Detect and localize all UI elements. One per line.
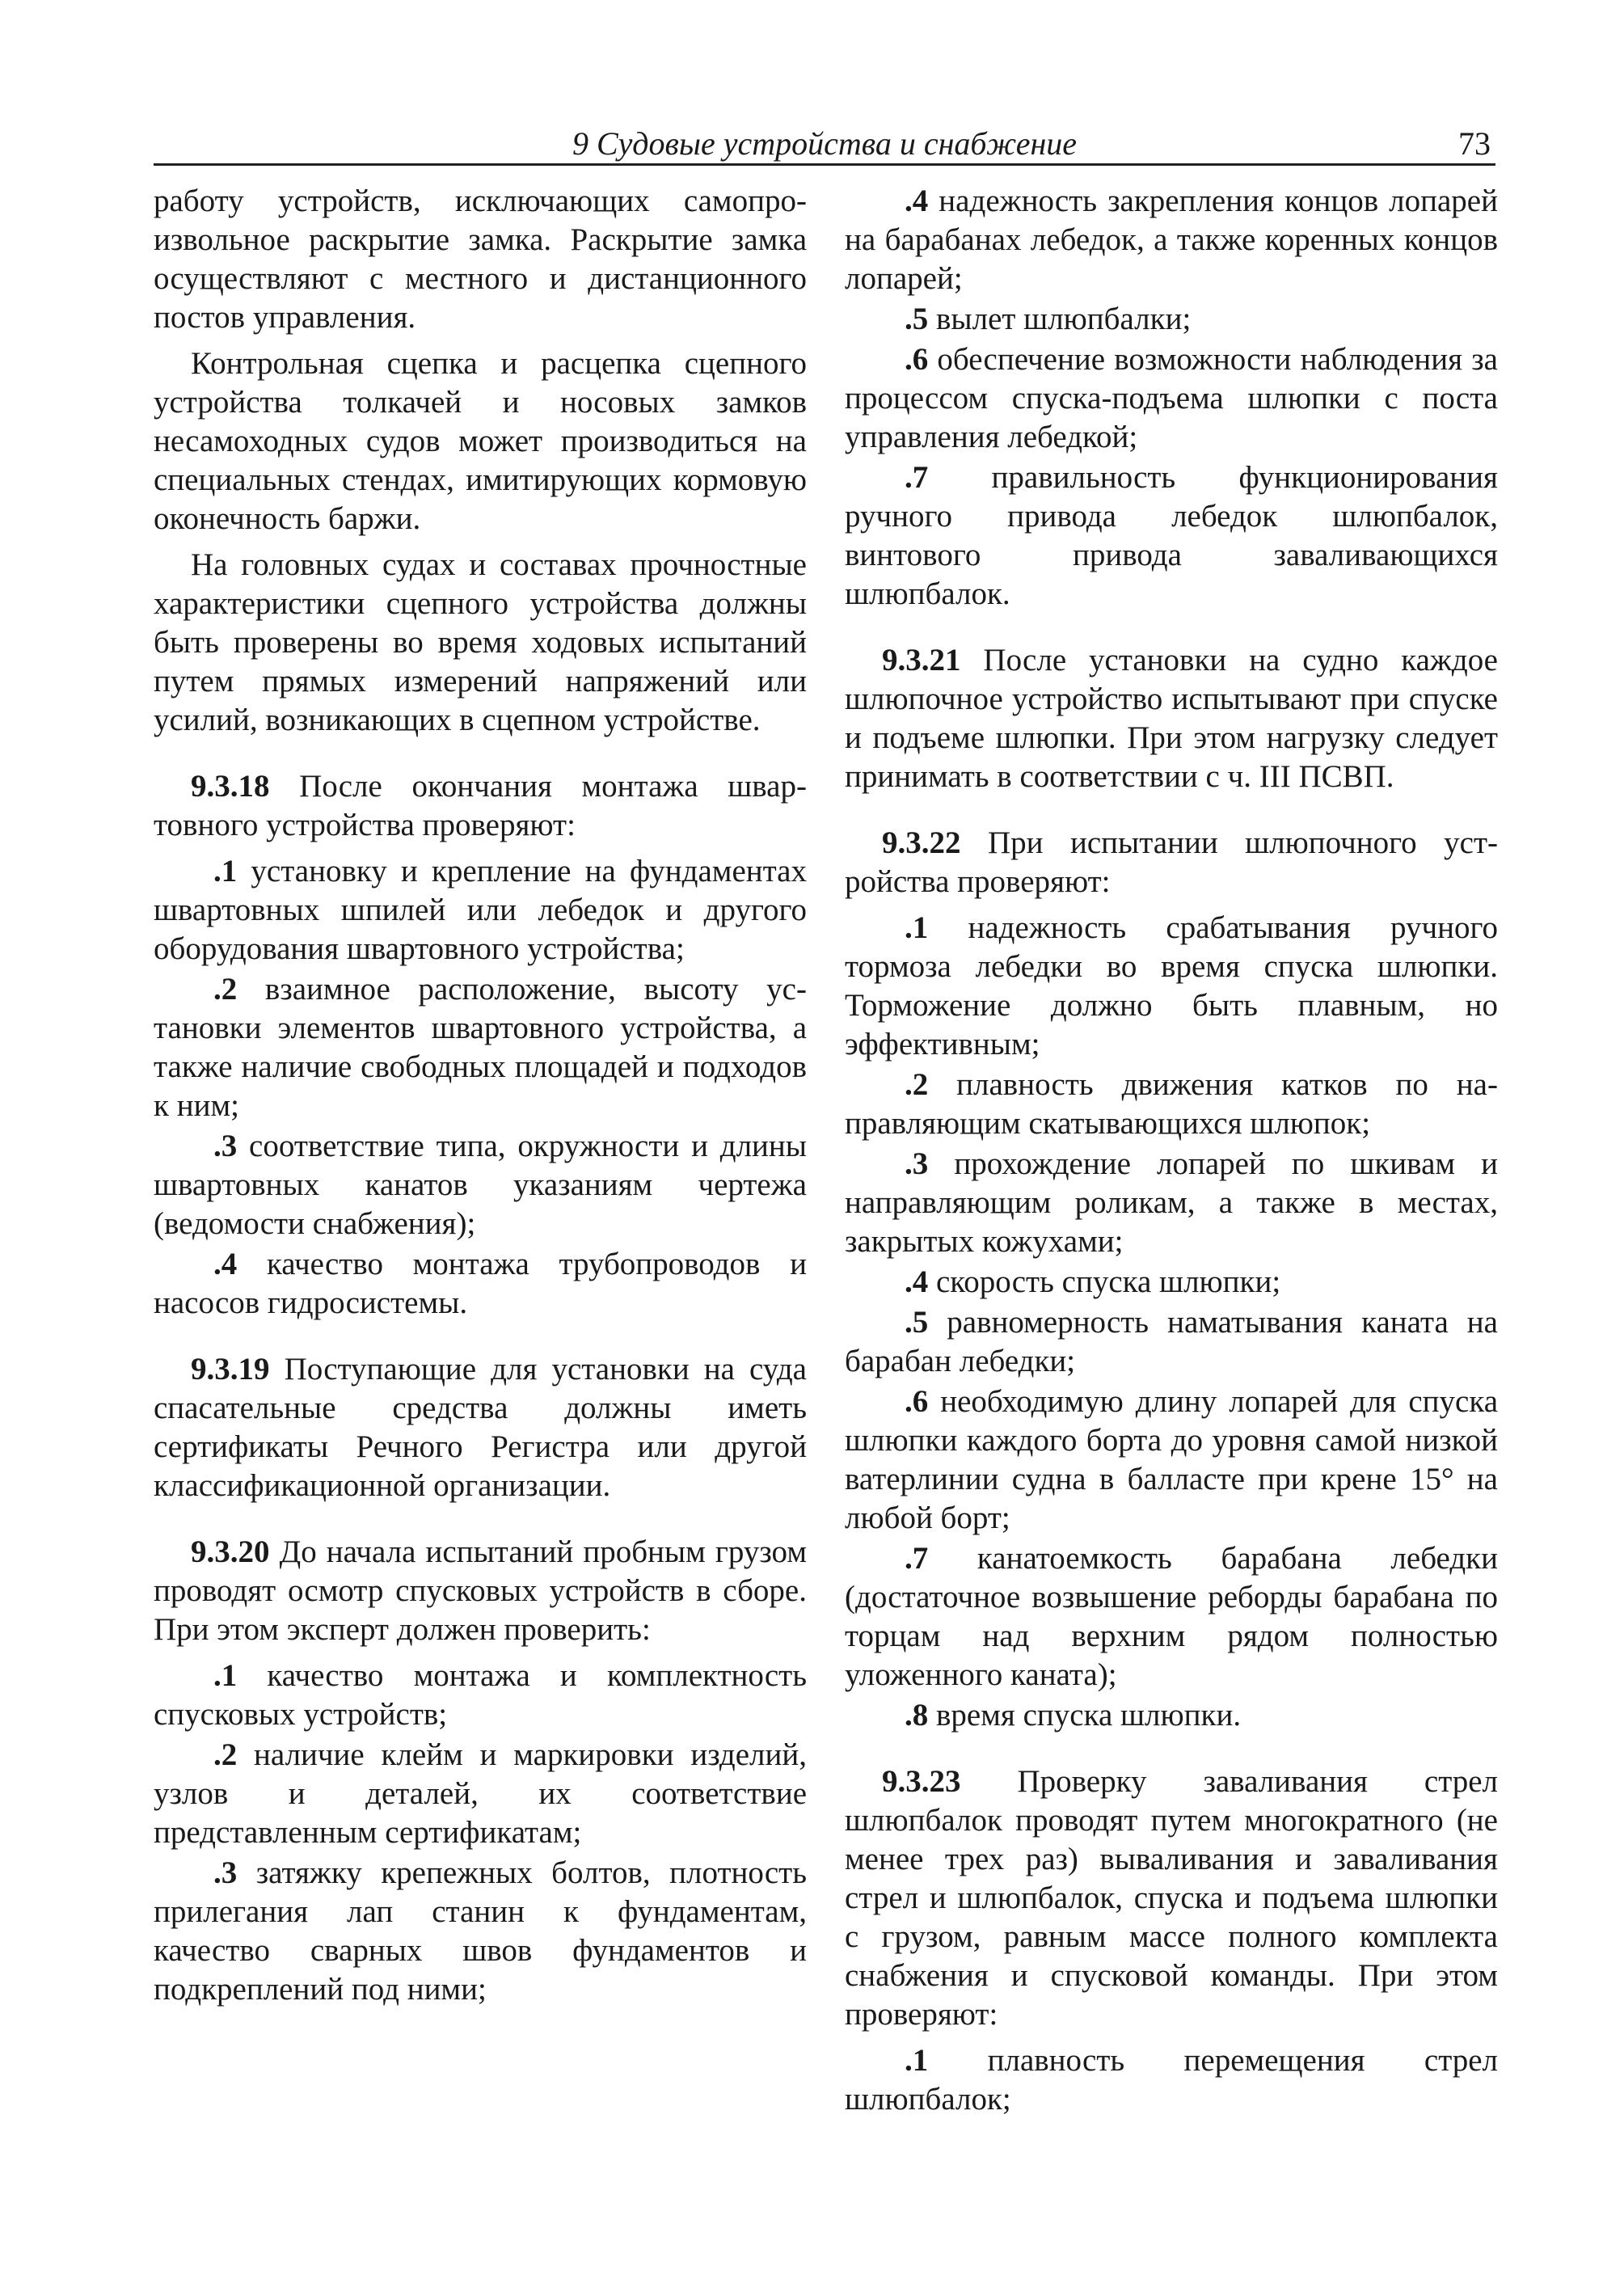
- item-text: качество монтажа трубопроводов и насосов гидросистемы.: [154, 1247, 807, 1320]
- item-number: .4: [905, 1264, 929, 1299]
- item-text: установку и крепление на фундаментах швартовных шпилей или лебедок и другого оборудования швартовного устройства;: [154, 854, 807, 966]
- item-text: плавность движения катков по направляющим скатывающихся шлюпок;: [845, 1067, 1498, 1141]
- item-number: .4: [905, 184, 929, 218]
- item-text: надежность срабатывания ручного тормоза лебедки во время спуска шлюпки. Торможение должно быть плавным, но эффективным;: [845, 910, 1498, 1062]
- item-number: .1: [905, 910, 929, 945]
- clause-number: 9.3.23: [882, 1764, 961, 1799]
- list-item: [845, 458, 1498, 614]
- item-number: .3: [905, 1146, 929, 1181]
- item-number: .1: [213, 1658, 238, 1693]
- clause-text: После установки на судно каждое шлюпочное устройство испытывают при спуске и подъеме шлюпки. При этом нагрузку следует принимать в соответствии с ч. III ПСВП.: [845, 643, 1498, 794]
- list-item: [154, 1657, 807, 1734]
- clause-text: При испытании шлюпочного устройства проверяют:: [845, 825, 1498, 899]
- paragraph: Контрольная сцепка и расцепка сцепного устройства толкачей и носовых замков несамоходных судов может производиться на специальных стендах, имитирующих кормовую оконечность баржи.: [154, 346, 807, 536]
- clause-text: Поступающие для установки на суда спасательные средства должны иметь сертификаты Речного Регистра или другой классификационной организации.: [154, 1352, 807, 1503]
- item-text: скорость спуска шлюпки;: [928, 1264, 1281, 1299]
- list-item: [845, 1303, 1498, 1381]
- item-number: .3: [213, 1855, 238, 1890]
- list-item: [154, 1245, 807, 1323]
- item-text: правильность функционирования ручного привода лебедок шлюпбалок, винтового привода заваливающихся шлюпбалок.: [845, 460, 1498, 611]
- item-text: канатоемкость барабана лебедки (достаточное возвышение реборды барабана по торцам над верхним рядом полностью уложенного каната);: [845, 1541, 1498, 1692]
- list-item: [845, 300, 1498, 339]
- item-number: .8: [905, 1698, 929, 1733]
- item-number: .5: [905, 1305, 929, 1340]
- running-header: [154, 121, 1495, 166]
- item-number: .2: [905, 1067, 929, 1102]
- item-number: .3: [213, 1129, 238, 1163]
- item-number: .1: [905, 2043, 929, 2078]
- item-text: плавность перемещения стрел шлюпбалок;: [845, 2043, 1498, 2117]
- item-number: .2: [213, 972, 238, 1007]
- list-item: [154, 852, 807, 969]
- item-text: надежность закрепления концов лопарей на барабанах лебедок, а также коренных концов лопарей;: [845, 184, 1498, 296]
- page-number: 73: [1458, 125, 1491, 162]
- item-text: взаимное расположение, высоту установки элементов швартовного устройства, а также наличие свободных площадей и подходов к ним;: [154, 972, 807, 1123]
- item-text: вылет шлюпбалки;: [928, 302, 1192, 336]
- list-item: [845, 1263, 1498, 1302]
- list-item: [845, 1539, 1498, 1695]
- list-item: [845, 1696, 1498, 1735]
- clause-number: 9.3.21: [882, 643, 961, 677]
- clause-9-3-20: [154, 1533, 807, 1649]
- clause-number: 9.3.20: [191, 1534, 270, 1569]
- paragraph: На головных судах и составах прочностные характеристики сцепного устройства должны быть проверены во время ходовых испытаний путем прямых измерений напряжений или усилий, возникающих в сцепном устройстве.: [154, 547, 807, 737]
- clause-number: 9.3.18: [191, 769, 270, 804]
- item-text: качество монтажа и комплектность спусковых устройств;: [154, 1658, 807, 1732]
- paragraph: работу устройств, исключающих самопроизвольное раскрытие замка. Раскрытие замка осуществляют с местного и дистанционного постов управления.: [154, 184, 807, 335]
- list-item: [845, 182, 1498, 298]
- item-text: соответствие типа, окружности и длины швартовных канатов указаниям чертежа (ведомости снабжения);: [154, 1129, 807, 1241]
- item-number: .1: [213, 854, 238, 889]
- item-text: прохождение лопарей по шкивам и направляющим роликам, а также в местах, закрытых кожухами;: [845, 1146, 1498, 1259]
- item-text: наличие клейм и маркировки изделий, узлов и деталей, их соответствие представленным сертификатам;: [154, 1737, 807, 1850]
- clause-9-3-21: [845, 641, 1498, 796]
- clause-9-3-23: [845, 1762, 1498, 2034]
- list-item: [845, 1145, 1498, 1261]
- right-column: [845, 182, 1498, 2121]
- header-title: 9 Судовые устройства и снабжение: [572, 125, 1078, 162]
- clause-9-3-19: [154, 1350, 807, 1505]
- item-number: .6: [905, 1384, 929, 1419]
- item-text: время спуска шлюпки.: [928, 1698, 1242, 1733]
- clause-9-3-22: [845, 824, 1498, 901]
- item-number: .7: [905, 1541, 929, 1576]
- clause-number: 9.3.22: [882, 825, 961, 860]
- item-text: обеспечение возможности наблюдения за процессом спуска-подъема шлюпки с поста управления лебедкой;: [845, 342, 1498, 454]
- list-item: [845, 1066, 1498, 1143]
- list-item: [845, 1382, 1498, 1538]
- left-column: [154, 182, 807, 2011]
- item-text: равномерность наматывания каната на барабан лебедки;: [845, 1305, 1498, 1378]
- list-item: [845, 340, 1498, 457]
- item-text: необходимую длину лопарей для спуска шлюпки каждого борта до уровня самой низкой ватерлинии судна в балласте при крене 15° на любой борт;: [845, 1384, 1498, 1535]
- list-item: [845, 909, 1498, 1064]
- item-number: .6: [905, 342, 929, 377]
- list-item: [154, 1127, 807, 1243]
- clause-text: Проверку заваливания стрел шлюпбалок проводят путем многократного (не менее трех раз) вываливания и заваливания стрел и шлюпбалок, спуска и подъема шлюпки с грузом, равным массе полного комплекта снабжения и спусковой команды. При этом проверяют:: [845, 1764, 1498, 2032]
- list-item: [154, 1854, 807, 2009]
- item-number: .5: [905, 302, 929, 336]
- item-number: .7: [905, 460, 929, 495]
- item-text: затяжку крепежных болтов, плотность прилегания лап станин к фундаментам, качество сварных швов фундаментов и подкреплений под ними;: [154, 1855, 807, 2007]
- item-number: .4: [213, 1247, 238, 1281]
- clause-text: До начала испытаний пробным грузом проводят осмотр спусковых устройств в сборе. При этом эксперт должен проверить:: [154, 1534, 807, 1647]
- clause-9-3-18: [154, 767, 807, 845]
- item-number: .2: [213, 1737, 238, 1772]
- list-item: [845, 2041, 1498, 2119]
- clause-number: 9.3.19: [191, 1352, 270, 1387]
- clause-text: После окончания монтажа швартовного устройства проверяют:: [154, 769, 807, 842]
- list-item: [154, 1736, 807, 1852]
- list-item: [154, 970, 807, 1125]
